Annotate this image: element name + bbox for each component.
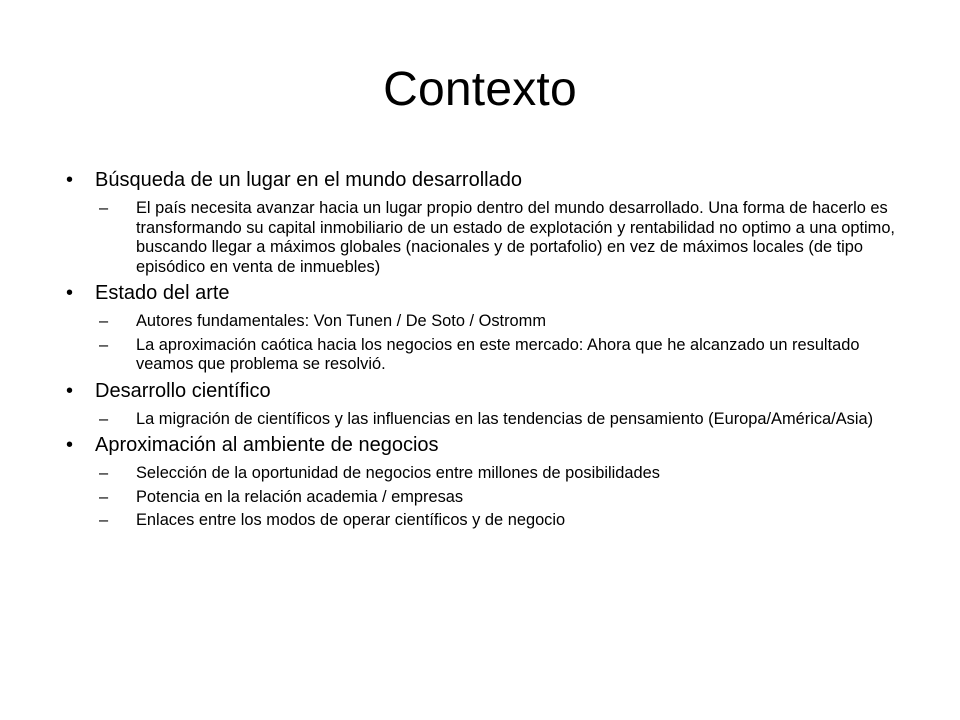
sub-list bbox=[66, 464, 906, 531]
sub-item-text: La aproximación caótica hacia los negocios en este mercado: Ahora que he alcanzado un resultado veamos que problema se resolvió. bbox=[136, 335, 860, 373]
sub-item bbox=[66, 199, 906, 277]
dash-marker: – bbox=[99, 464, 109, 482]
bullet-item: • Aproximación al ambiente de negocios bbox=[66, 433, 906, 457]
slide-title: Contexto bbox=[383, 63, 577, 116]
sub-item-text: Autores fundamentales: Von Tunen / De Soto / Ostromm bbox=[136, 312, 546, 330]
sub-item bbox=[66, 410, 906, 430]
sub-item-text: La migración de científicos y las influencias en las tendencias de pensamiento (Europa/América/Asia) bbox=[136, 409, 874, 428]
sub-item bbox=[66, 488, 906, 508]
bullet-item: • Estado del arte bbox=[66, 281, 906, 305]
sub-item bbox=[66, 511, 906, 531]
bullet-item: • Desarrollo científico bbox=[66, 379, 906, 403]
sub-list bbox=[66, 410, 906, 430]
sub-list bbox=[66, 312, 906, 375]
sub-item bbox=[66, 336, 906, 375]
sub-list bbox=[66, 199, 906, 277]
bullet-item: • Búsqueda de un lugar en el mundo desarrollado bbox=[66, 168, 906, 192]
sub-item-text: Potencia en la relación academia / empresas bbox=[136, 487, 464, 506]
sub-item-text: Enlaces entre los modos de operar científicos y de negocio bbox=[136, 511, 566, 529]
dash-marker: – bbox=[99, 409, 109, 428]
dash-marker: – bbox=[99, 511, 109, 529]
dash-marker: – bbox=[99, 312, 109, 330]
sub-item bbox=[66, 464, 906, 484]
dash-marker: – bbox=[99, 335, 109, 354]
sub-item-text: Selección de la oportunidad de negocios entre millones de posibilidades bbox=[136, 464, 660, 482]
dash-marker: – bbox=[99, 199, 109, 217]
dash-marker: – bbox=[99, 487, 109, 506]
bullet-list bbox=[66, 168, 906, 535]
sub-item-text: El país necesita avanzar hacia un lugar propio dentro del mundo desarrollado. Una forma de hacerlo es transformando su capital inmobiliario de un estado de explotación y rentabilidad no optimo a una optimo, buscando llegar a máximos globales (nacionales y de portafolio) en vez de máximos locales (de tipo episódico en venta de inmuebles) bbox=[136, 199, 895, 276]
sub-item bbox=[66, 312, 906, 332]
